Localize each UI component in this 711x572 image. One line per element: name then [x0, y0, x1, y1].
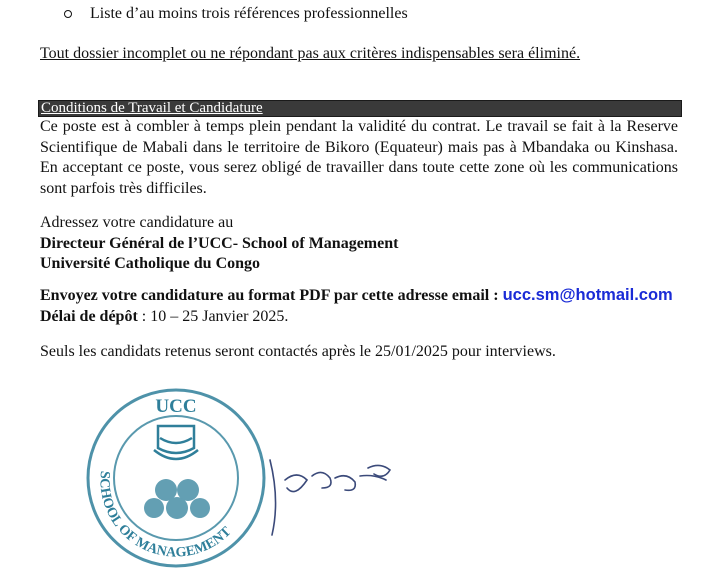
address-intro: Adressez votre candidature au	[40, 214, 234, 231]
deadline-label: Délai de dépôt	[40, 307, 138, 325]
bullet-circle-icon	[64, 10, 72, 18]
bullet-item	[62, 3, 408, 25]
svg-text:SCHOOL OF MANAGEMENT: SCHOOL OF MANAGEMENT	[96, 470, 235, 561]
submission-instruction: Envoyez votre candidature au format PDF par cette adresse email :	[40, 287, 503, 304]
rejection-notice: Tout dossier incomplet ou ne répondant pas aux critères indispensables sera éliminé.	[40, 45, 581, 62]
address-block	[40, 213, 398, 275]
bullet-text: Liste d’au moins trois références professionnelles	[90, 5, 408, 22]
closing-note: Seuls les candidats retenus seront contactés après le 25/01/2025 pour interviews.	[40, 343, 556, 360]
section-title: Conditions de Travail et Candidature	[41, 100, 263, 116]
submission-block	[40, 285, 673, 327]
work-conditions-paragraph: Ce poste est à combler à temps plein pendant la validité du contrat. Le travail se fait à la Reserve Scientifique de Mabali dans le territoire de Bikoro (Equateur) mais pas à Mbandaka ou Kinshasa. En acceptant ce poste, vous serez obligé de travailler dans toute cette zone où les communications sont parfois très difficiles.	[40, 118, 678, 197]
ucc-stamp-seal	[80, 386, 270, 572]
handwritten-signature	[250, 440, 430, 550]
address-recipient: Directeur Général de l’UCC- School of Management	[40, 234, 399, 252]
address-institution: Université Catholique du Congo	[40, 255, 261, 272]
deadline-value: : 10 – 25 Janvier 2025.	[137, 307, 289, 325]
email-link[interactable]: ucc.sm@hotmail.com	[502, 286, 673, 304]
section-header-bar	[38, 100, 682, 117]
svg-text:UCC: UCC	[155, 396, 197, 417]
